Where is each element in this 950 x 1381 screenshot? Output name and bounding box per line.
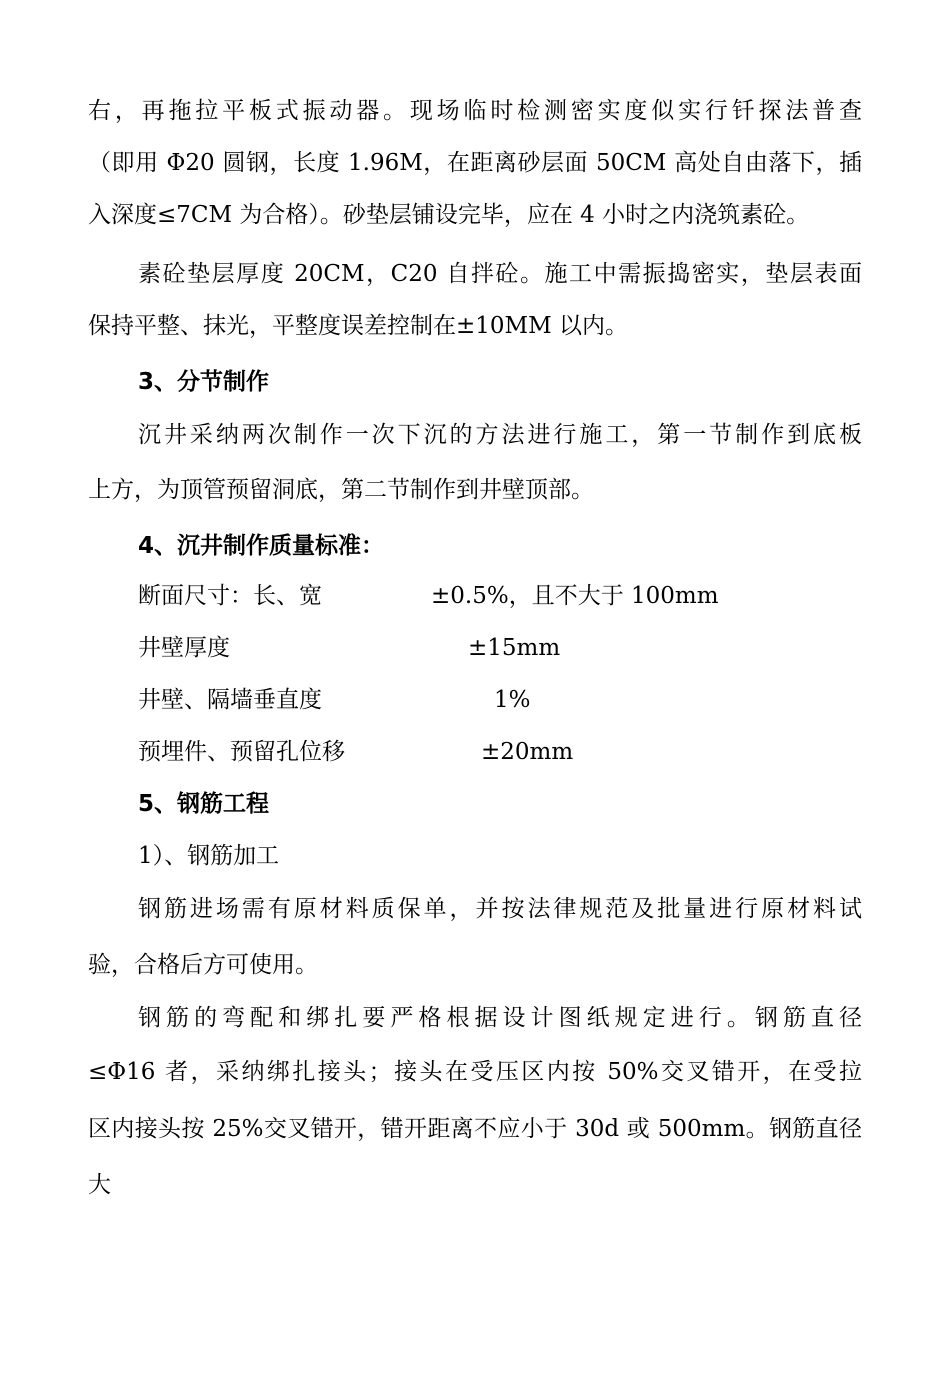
body-line: 保持平整、抹光，平整度误差控制在±10MM 以内。	[88, 313, 628, 339]
standard-item: 断面尺寸：长、宽	[138, 583, 322, 609]
body-line: 钢筋的弯配和绑扎要严格根据设计图纸规定进行。钢筋直径	[138, 1005, 862, 1031]
body-line: （即用 Φ20 圆钢，长度 1.96M，在距离砂层面 50CM 高处自由落下，插	[88, 150, 862, 176]
subsection-heading: 1）、钢筋加工	[138, 843, 280, 869]
body-line: 入深度≤7CM 为合格）。砂垫层铺设完毕，应在 4 小时之内浇筑素砼。	[88, 202, 810, 228]
section-heading: 5、钢筋工程	[138, 791, 270, 817]
body-line: 右，再拖拉平板式振动器。现场临时检测密实度似实行钎探法普查	[88, 98, 862, 124]
section-heading: 4、沉井制作质量标准：	[138, 533, 385, 559]
body-line: 上方，为顶管预留洞底，第二节制作到井壁顶部。	[88, 477, 594, 503]
standard-value: 1%	[494, 687, 531, 713]
section-heading: 3、分节制作	[138, 369, 270, 395]
body-line: 素砼垫层厚度 20CM，C20 自拌砼。施工中需振捣密实，垫层表面	[138, 261, 862, 287]
body-line: 区内接头按 25%交叉错开，错开距离不应小于 30d 或 500mm。钢筋直径	[88, 1116, 862, 1142]
standard-value: ±15mm	[468, 635, 561, 661]
standard-item: 井壁、隔墙垂直度	[138, 687, 322, 713]
standard-value: ±0.5%，且不大于 100mm	[431, 583, 719, 609]
body-line: 验，合格后方可使用。	[88, 952, 318, 978]
standard-item: 井壁厚度	[138, 635, 230, 661]
standard-value: ±20mm	[481, 739, 574, 765]
body-line: 钢筋进场需有原材料质保单，并按法律规范及批量进行原材料试	[138, 896, 862, 922]
body-line: 沉井采纳两次制作一次下沉的方法进行施工，第一节制作到底板	[138, 422, 862, 448]
standard-item: 预埋件、预留孔位移	[138, 739, 345, 765]
body-line: 大	[88, 1172, 111, 1198]
body-line: ≤Φ16 者，采纳绑扎接头；接头在受压区内按 50%交叉错开，在受拉	[88, 1059, 862, 1085]
